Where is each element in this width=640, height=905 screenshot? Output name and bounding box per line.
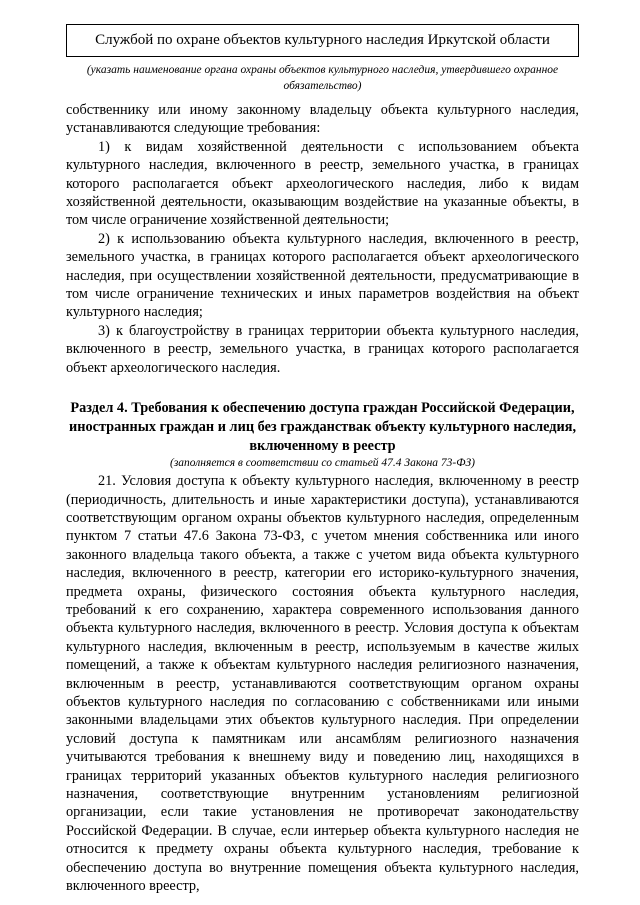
document-body — [66, 101, 579, 895]
requirement-item-3: 3) к благоустройству в границах территории объекта культурного наследия, включенного в реестр, земельного участка, в границах которого располагается объект археологического наследия. — [66, 322, 579, 376]
authority-note: (указать наименование органа охраны объектов культурного наследия, утвердившего охранное обязательство) — [86, 64, 559, 92]
requirement-item-2: 2) к использованию объекта культурного наследия, включенного в реестр, земельного участка, в границах которого располагается объект археологического наследия, при осуществлении хозяйственной деятельности, предусматривающие в том числе ограничение технических и иных параметров воздействия на объект культурного наследия; — [66, 230, 579, 321]
section3-intro: собственнику или иному законному владельцу объекта культурного наследия, устанавливаются следующие требования: — [66, 102, 579, 137]
authority-name: Службой по охране объектов культурного наследия Иркутской области — [95, 32, 550, 48]
paragraph-21: 21. Условия доступа к объекту культурного наследия, включенному в реестр (периодичность, длительность и иные характеристики доступа), устанавливаются соответствующим органом охраны объектов культурного наследия, определенным пунктом 7 статьи 47.6 Закона 73-ФЗ, с учетом мнения собственника или иного законного владельца такого объекта, а также с учетом вида объекта культурного наследия, включенного в реестр, категории его историко-культурного значения, предмета охраны, физического состояния объекта культурного наследия, требований к его сохранению, характера современного использования данного объекта культурного наследия, включенного в реестр. Условия доступа к объектам культурного наследия, включенным в реестр, используемым в качестве жилых помещений, а также к объектам культурного наследия религиозного назначения, включенным в реестр, устанавливаются соответствующим органом охраны объектов культурного наследия по согласованию с собственниками или иными законными владельцами этих объектов культурного наследия. При определении условий доступа к памятникам или ансамблям религиозного назначения учитываются требования к внешнему виду и поведению лиц, находящихся в границах территорий указанных объектов культурного наследия религиозного назначения, соответствующие внутренним установлениям религиозной организации, если такие установления не противоречат законодательству Российской Федерации. В случае, если интерьер объекта культурного наследия не относится к предмету охраны объекта культурного наследия, требование к обеспечению доступа во внутренние помещения объекта культурного наследия, включенного вреестр, — [66, 473, 579, 895]
authority-name-box — [66, 24, 579, 57]
requirement-item-1: 1) к видам хозяйственной деятельности с использованием объекта культурного наследия, включенного в реестр, земельного участка, в границах которого располагается объект археологического наследия, либо к видам хозяйственной деятельности, оказывающим воздействие на указанные объекты, в том числе ограничение хозяйственной деятельности; — [66, 138, 579, 229]
section4-heading: Раздел 4. Требования к обеспечению доступа граждан Российской Федерации, иностранных граждан и лиц без гражданствак объекту культурного наследия, включенному в реестр — [68, 400, 577, 455]
section4-note: (заполняется в соответствии со статьей 47.4 Закона 73-ФЗ) — [169, 457, 476, 470]
